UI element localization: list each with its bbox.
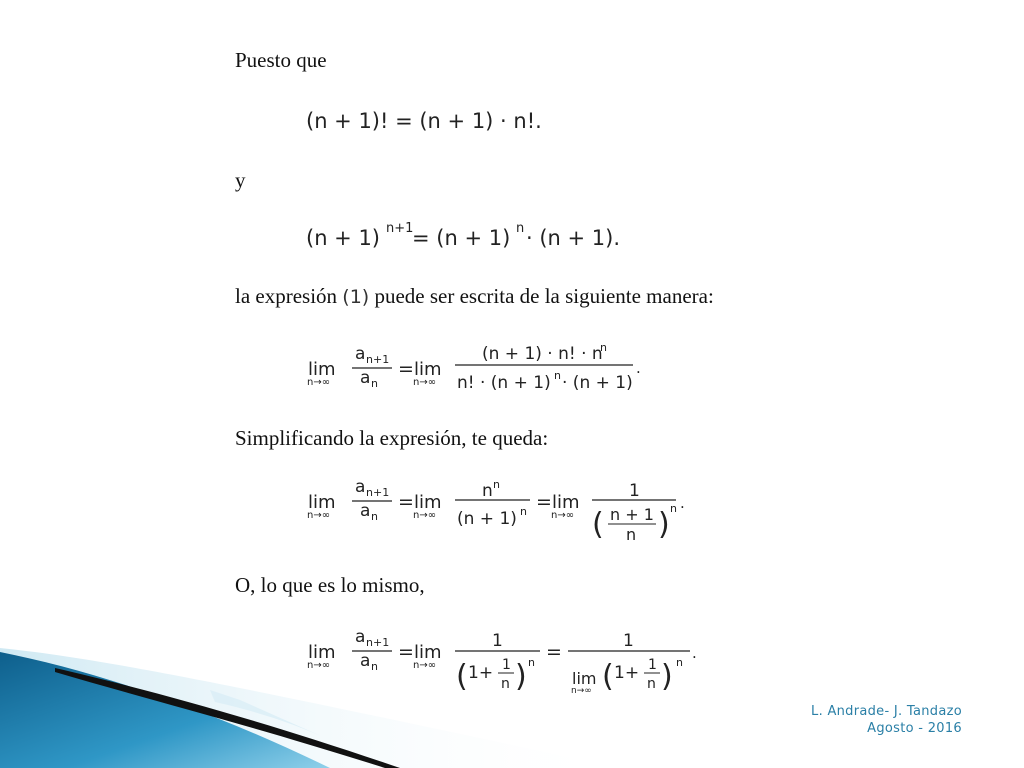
svg-text:lim: lim: [552, 492, 580, 513]
svg-text:n: n: [493, 478, 500, 491]
svg-text:· (n + 1): · (n + 1): [562, 373, 633, 393]
svg-text:n→∞: n→∞: [413, 510, 437, 521]
svg-text:n→∞: n→∞: [307, 510, 331, 521]
svg-text:lim: lim: [308, 642, 336, 663]
text-y: y: [235, 168, 246, 192]
svg-text:(n + 1) · n! · n: (n + 1) · n! · n: [482, 344, 603, 364]
svg-text:n: n: [600, 341, 607, 354]
equation-simplified: [300, 476, 700, 546]
svg-text:1+: 1+: [468, 663, 494, 683]
svg-text:a: a: [360, 651, 371, 671]
text-o-lo-que-es: O, lo que es lo mismo,: [235, 573, 425, 597]
equation-factorial: [300, 100, 560, 140]
equation-reference: (1): [342, 286, 370, 308]
equation-same-thing: [300, 622, 720, 697]
svg-text:.: .: [636, 359, 641, 377]
svg-text:n: n: [371, 660, 378, 673]
svg-text:n+1: n+1: [386, 221, 414, 236]
text-simplificando: Simplificando la expresión, te queda:: [235, 426, 549, 450]
svg-text:): ): [515, 659, 527, 694]
svg-text:a: a: [360, 501, 371, 521]
text-la-expresion-after: puede ser escrita de la siguiente manera:: [369, 284, 714, 308]
equation-limit-ratio: [300, 335, 660, 399]
svg-text:=: =: [398, 491, 414, 513]
svg-text:n→∞: n→∞: [413, 660, 437, 671]
svg-text:n→∞: n→∞: [307, 660, 331, 671]
footer-date: Agosto - 2016: [867, 721, 962, 736]
svg-text:n: n: [626, 525, 637, 544]
slide-footer: [811, 703, 962, 737]
svg-text:a: a: [355, 627, 366, 647]
svg-text:(n + 1): (n + 1): [306, 226, 381, 250]
svg-text:n→∞: n→∞: [307, 377, 331, 388]
text-puesto-que: Puesto que: [235, 48, 327, 72]
svg-text:(: (: [592, 507, 604, 542]
svg-text:n: n: [647, 676, 656, 692]
svg-text:n + 1: n + 1: [610, 505, 654, 524]
svg-text:lim: lim: [414, 492, 442, 513]
svg-text:1: 1: [648, 657, 657, 673]
svg-text:n: n: [676, 656, 683, 669]
svg-text:n→∞: n→∞: [551, 510, 575, 521]
svg-text:.: .: [680, 494, 685, 512]
svg-text:lim: lim: [308, 492, 336, 513]
svg-text:n→∞: n→∞: [413, 377, 437, 388]
svg-text:=: =: [398, 358, 414, 380]
footer-authors: L. Andrade- J. Tandazo: [811, 704, 962, 719]
svg-text:lim: lim: [308, 359, 336, 380]
svg-text:n+1: n+1: [366, 486, 390, 499]
text-la-expresion: [235, 284, 714, 309]
svg-text:n: n: [482, 481, 493, 501]
svg-text:(n + 1)! = (n + 1) · n!.: (n + 1)! = (n + 1) · n!.: [306, 109, 542, 133]
svg-text:lim: lim: [414, 642, 442, 663]
svg-text:n: n: [528, 656, 535, 669]
svg-text:n: n: [501, 676, 510, 692]
svg-text:1+: 1+: [614, 663, 640, 683]
svg-text:(n + 1): (n + 1): [457, 509, 517, 529]
svg-text:=: =: [398, 641, 414, 663]
svg-text:lim: lim: [414, 359, 442, 380]
svg-text:a: a: [360, 368, 371, 388]
svg-text:1: 1: [623, 631, 634, 651]
svg-text:n: n: [670, 502, 677, 515]
svg-text:=: =: [536, 491, 552, 513]
svg-text:1: 1: [502, 657, 511, 673]
svg-text:.: .: [692, 644, 697, 662]
svg-text:(: (: [456, 659, 468, 694]
svg-text:n: n: [516, 221, 525, 236]
svg-text:n: n: [554, 369, 561, 382]
text-la-expresion-before: la expresión: [235, 284, 343, 308]
svg-text:a: a: [355, 477, 366, 497]
svg-text:= (n + 1): = (n + 1): [412, 226, 511, 250]
svg-text:lim: lim: [572, 669, 597, 688]
svg-text:n+1: n+1: [366, 636, 390, 649]
svg-text:(: (: [602, 659, 614, 694]
svg-text:n: n: [520, 505, 527, 518]
svg-text:n: n: [371, 510, 378, 523]
equation-power: [300, 214, 621, 256]
svg-text:n: n: [371, 377, 378, 390]
svg-text:): ): [661, 659, 673, 694]
svg-text:): ): [658, 507, 670, 542]
svg-text:n! · (n + 1): n! · (n + 1): [457, 373, 551, 393]
svg-text:n+1: n+1: [366, 353, 390, 366]
svg-text:n→∞: n→∞: [571, 686, 592, 696]
svg-text:a: a: [355, 344, 366, 364]
svg-text:1: 1: [629, 481, 640, 501]
svg-text:· (n + 1).: · (n + 1).: [526, 226, 621, 250]
svg-text:1: 1: [492, 631, 503, 651]
svg-text:=: =: [546, 641, 562, 663]
